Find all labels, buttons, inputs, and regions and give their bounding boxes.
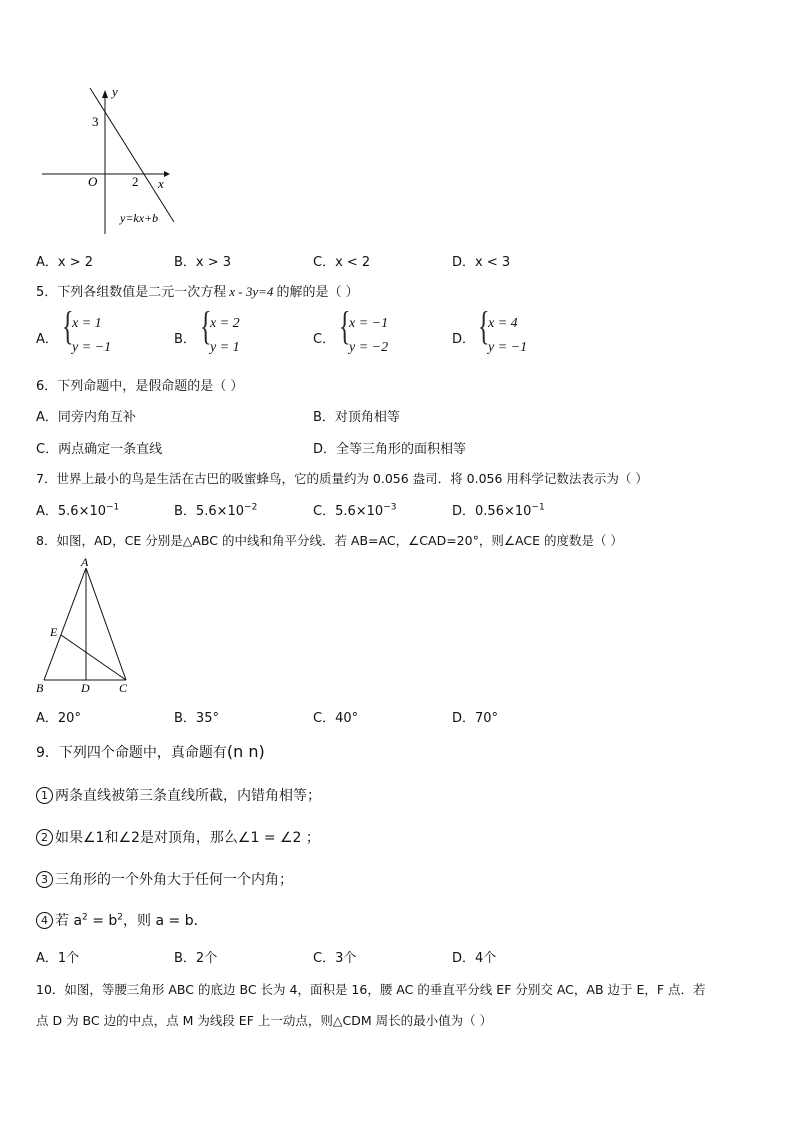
line-equation-label: y=kx+b: [120, 211, 159, 225]
q5-option-d[interactable]: D． { x = 4 y = −1: [452, 303, 528, 355]
q4-option-b[interactable]: B．x > 3: [174, 255, 232, 270]
q9-item-3: 3 三角形的一个外角大于任何一个内角；: [36, 869, 293, 889]
vertex-c-label: C: [119, 681, 128, 695]
q9-option-a[interactable]: A．1个: [36, 951, 80, 966]
circled-number-4: 4: [36, 912, 53, 929]
side-ab: [44, 568, 86, 680]
q9-item-2: 2 如果∠1和∠2是对顶角，那么∠1 = ∠2 ；: [36, 827, 320, 847]
q4-option-a[interactable]: A．x > 2: [36, 255, 94, 270]
bisector-ce: [61, 635, 126, 680]
q10-line-1: 10．如图，等腰三角形 ABC 的底边 BC 长为 4，面积是 16，腰 AC 的垂直平分线 EF 分别交 AC，AB 边于 E，F 点．若: [36, 982, 706, 997]
q5-option-c[interactable]: C． { x = −1 y = −2: [313, 303, 389, 355]
y-axis-label: y: [112, 84, 118, 99]
q7-stem: 7．世界上最小的鸟是生活在古巴的吸蜜蜂鸟，它的质量约为 0.056 盎司．将 0.056 用科学记数法表示为（ ）: [36, 471, 648, 486]
q8-option-b[interactable]: B．35°: [174, 711, 219, 726]
x-axis-label: x: [158, 176, 164, 191]
q9-option-c[interactable]: C．3个: [313, 951, 357, 966]
q6-option-d[interactable]: D．全等三角形的面积相等: [313, 442, 467, 457]
q9-option-b[interactable]: B．2个: [174, 951, 218, 966]
q7-option-a[interactable]: A．$5.6\times 10^{-1}$: [36, 502, 120, 519]
x-intercept-label: 2: [132, 174, 139, 189]
point-d-label: D: [81, 681, 90, 695]
circled-number-1: 1: [36, 787, 53, 804]
q9-stem: 9．下列四个命题中，真命题有(n n): [36, 742, 265, 761]
q8-stem: 8．如图，AD，CE 分别是△ABC 的中线和角平分线．若 AB=AC，∠CAD=20°，则∠ACE 的度数是（ ）: [36, 533, 623, 548]
q5-equation: x - 3y=4: [229, 284, 274, 299]
y-axis-arrow: [102, 90, 108, 98]
q9-item-4: 4 若 $a^2 = b^2$，则 a = b．: [36, 910, 208, 930]
vertex-a-label: A: [81, 556, 89, 569]
q4-option-c[interactable]: C．x < 2: [313, 255, 371, 270]
q7-option-b[interactable]: B．$5.6\times 10^{-2}$: [174, 502, 258, 519]
q7-option-c[interactable]: C．$5.6\times 10^{-3}$: [313, 502, 397, 519]
q4-option-d[interactable]: D．x < 3: [452, 255, 511, 270]
q7-option-d[interactable]: D．$0.56\times 10^{-1}$: [452, 502, 545, 519]
q8-option-c[interactable]: C．40°: [313, 711, 359, 726]
linear-function-graph: [36, 82, 196, 242]
triangle-figure: [34, 556, 144, 696]
y-intercept-label: 3: [92, 114, 99, 129]
q9-answer-paren: (n n): [226, 742, 265, 761]
q5-option-b[interactable]: B． { x = 2 y = 1: [174, 303, 240, 355]
q6-option-b[interactable]: B．对顶角相等: [313, 410, 400, 425]
origin-label: O: [88, 174, 98, 189]
q9-item-1: 1 两条直线被第三条直线所截，内错角相等；: [36, 785, 321, 805]
q8-option-d[interactable]: D．70°: [452, 711, 499, 726]
q8-option-a[interactable]: A．20°: [36, 711, 81, 726]
point-e-label: E: [50, 625, 58, 639]
q5-stem: 5．下列各组数值是二元一次方程 x - 3y=4 的解的是（ ）: [36, 284, 359, 300]
x-axis-arrow: [164, 171, 170, 177]
q10-line-2: 点 D 为 BC 边的中点，点 M 为线段 EF 上一动点，则△CDM 周长的最小值为（ ）: [36, 1013, 493, 1028]
q9-option-d[interactable]: D．4个: [452, 951, 497, 966]
q6-stem: 6．下列命题中，是假命题的是（ ）: [36, 379, 244, 394]
function-line: [90, 88, 174, 222]
circled-number-2: 2: [36, 829, 53, 846]
q5-option-a[interactable]: A． { x = 1 y = −1: [36, 303, 112, 355]
q6-option-a[interactable]: A．同旁内角互补: [36, 410, 136, 425]
vertex-b-label: B: [36, 681, 44, 695]
circled-number-3: 3: [36, 871, 53, 888]
side-ac: [86, 568, 126, 680]
q6-option-c[interactable]: C．两点确定一条直线: [36, 442, 163, 457]
